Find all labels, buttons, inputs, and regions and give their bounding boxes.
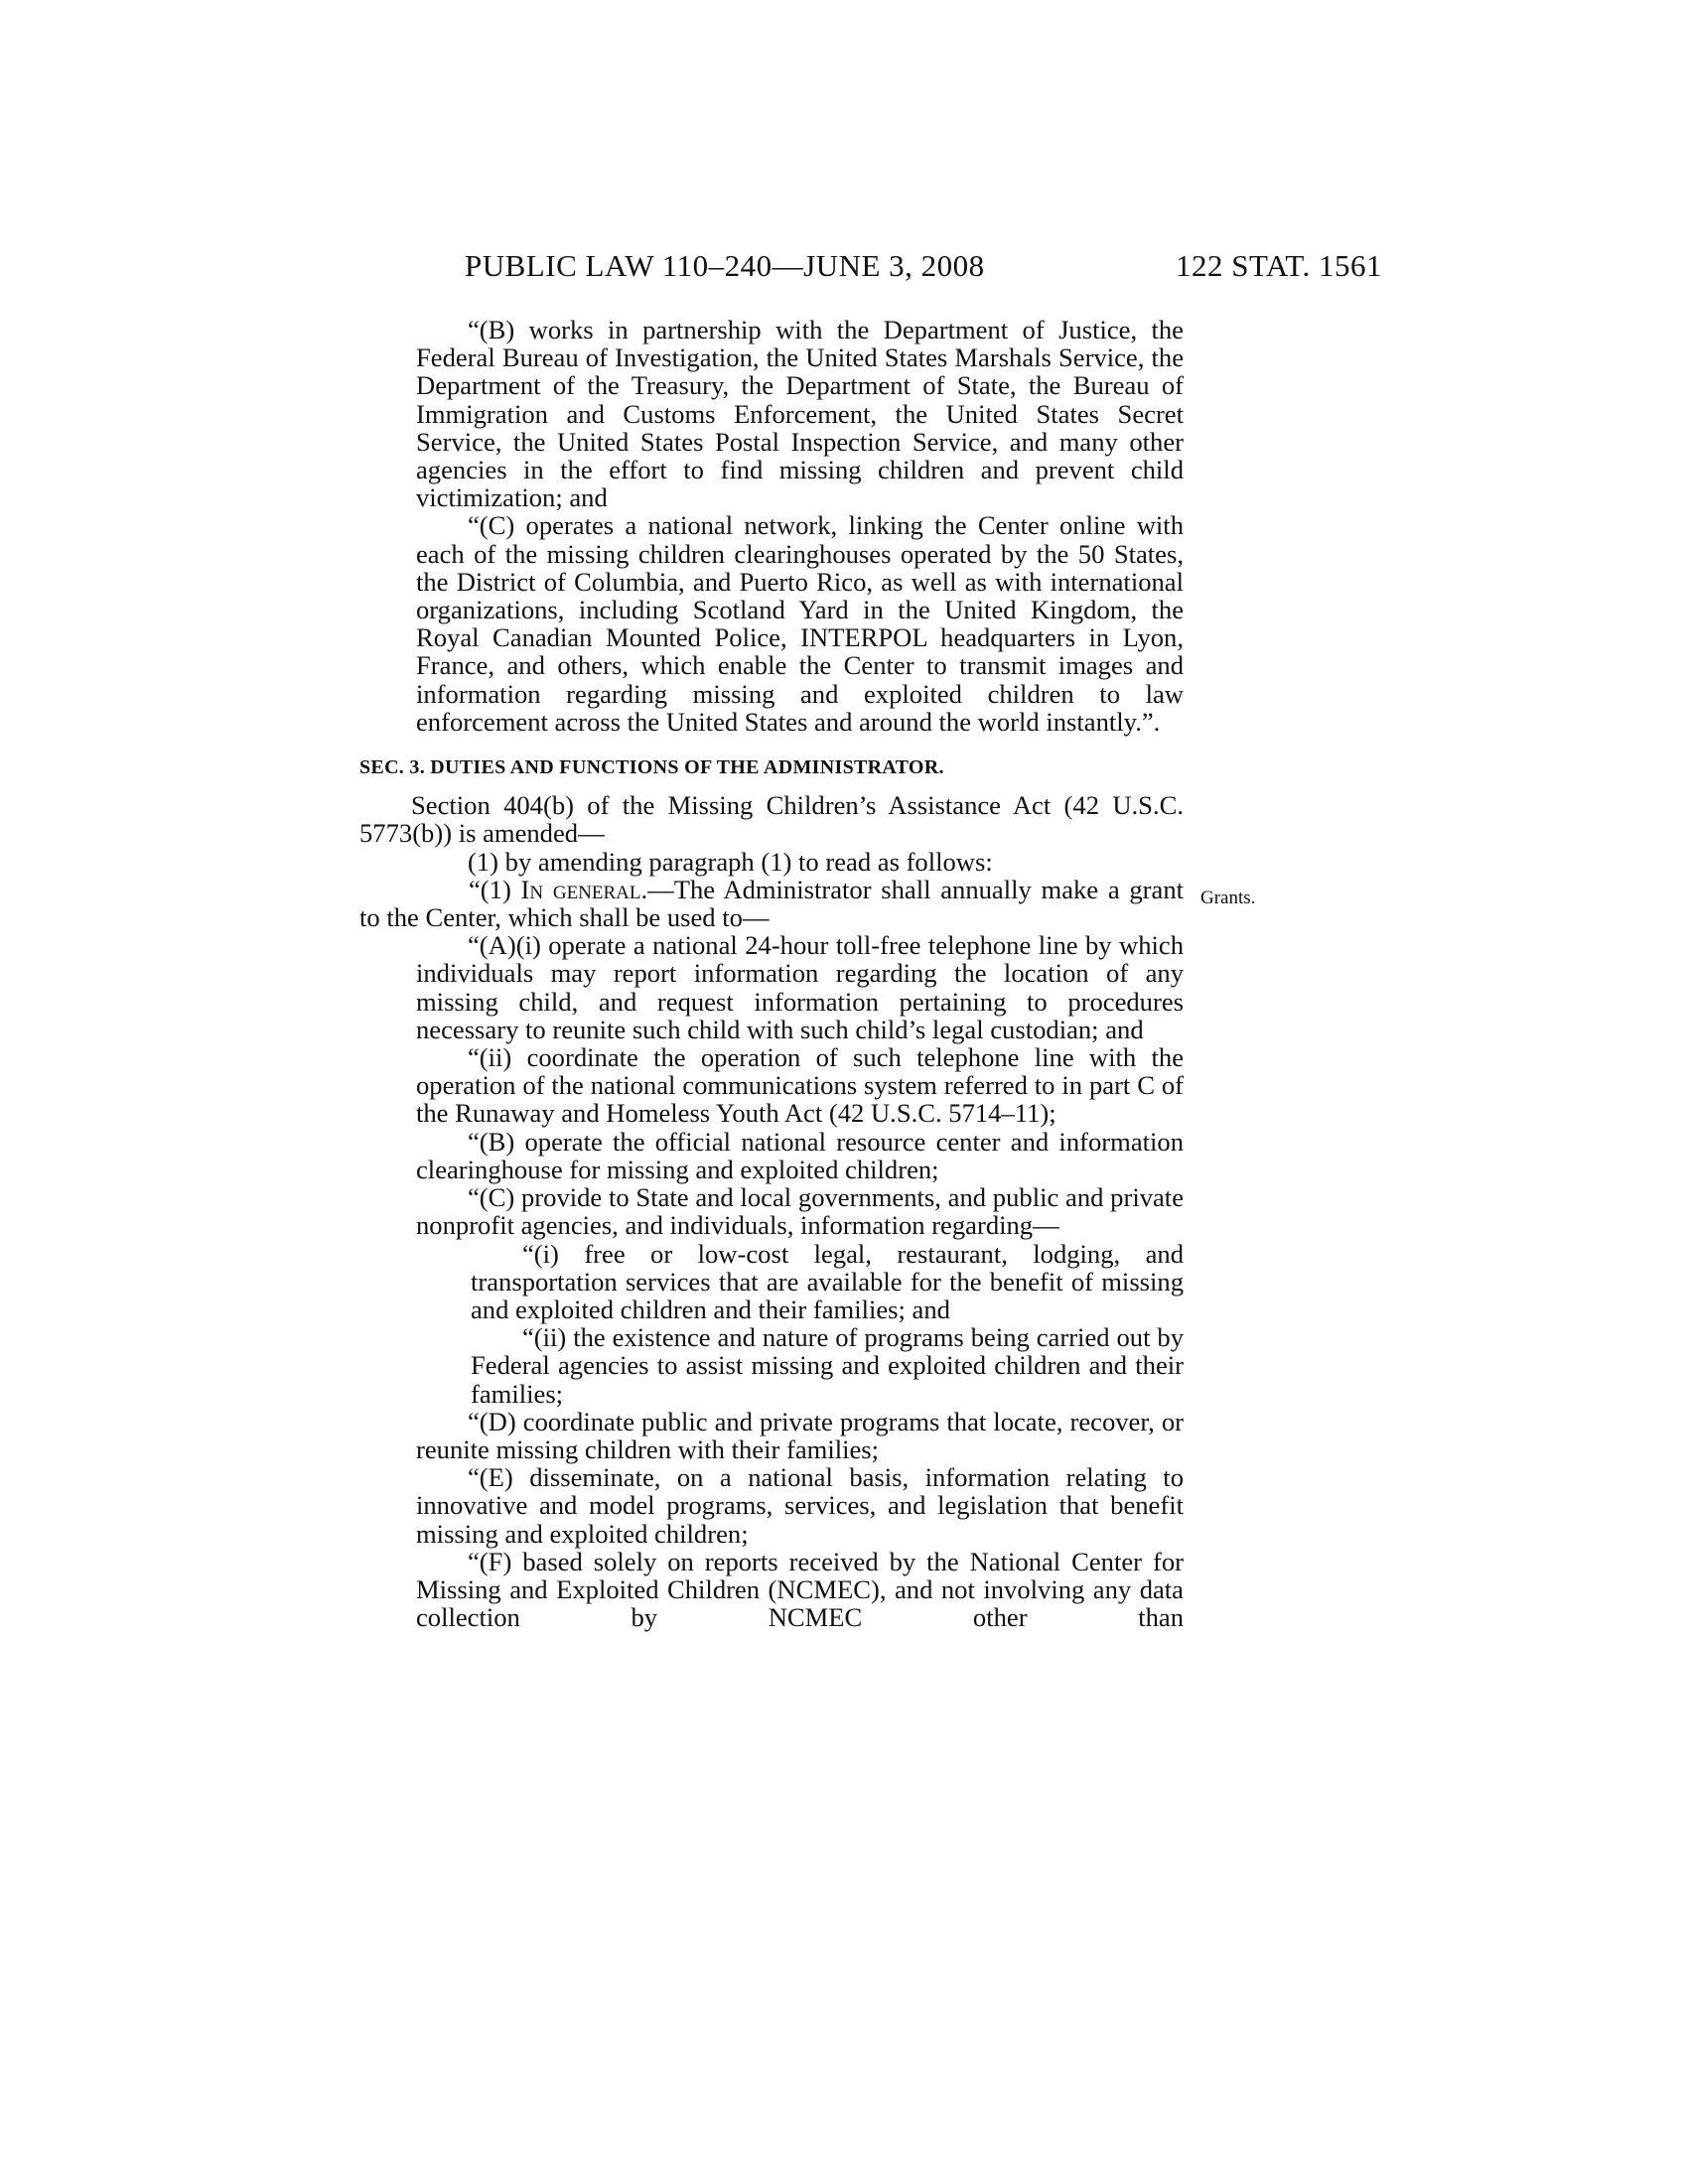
running-header <box>465 248 1382 288</box>
subparagraphs-block <box>359 931 1184 1631</box>
paragraph-c: “(C) operates a national network, linking the Center online with each of the missing children clearinghouses operated by the 50 States, the District of Columbia, and Puerto Rico, as well as with international organizations, including Scotland Yard in the United Kingdom, the Royal Canadian Mounted Police, INTERPOL headquarters in Lyon, France, and others, which enable the Center to transmit images and information regarding missing and exploited children to law enforcement across the United States and around the world instantly.”. <box>416 510 1184 737</box>
quoted-block <box>359 316 1184 736</box>
header-public-law: PUBLIC LAW 110–240—JUNE 3, 2008 <box>465 248 985 283</box>
in-general-prefix: “(1) <box>469 874 511 904</box>
subparagraph-d: “(D) coordinate public and private programs that locate, recover, or reunite missing children with their families; <box>416 1406 1184 1464</box>
in-general-heading: In general <box>520 874 641 904</box>
clause-c-i: “(i) free or low-cost legal, restaurant, lodging, and transportation services that are available for the benefit of missing and exploited children and their families; and <box>471 1238 1184 1324</box>
paragraph-b: “(B) works in partnership with the Department of Justice, the Federal Bureau of Investigation, the United States Marshals Service, the Department of the Treasury, the Department of State, the Bureau of Immigration and Customs Enforcement, the United States Secret Service, the United States Postal Inspection Service, and many other agencies in the effort to find missing children and prevent child victimization; and <box>416 315 1184 513</box>
header-stat-page: 122 STAT. 1561 <box>1175 248 1382 283</box>
margin-note-grants: Grants. <box>1200 887 1256 908</box>
subparagraph-a-ii: “(ii) coordinate the operation of such telephone line with the operation of the national communications system referred to in part C of the Runaway and Homeless Youth Act (42 U.S.C. 5714–11); <box>416 1042 1184 1129</box>
subparagraph-a-i: “(A)(i) operate a national 24-hour toll-free telephone line by which individuals may report information regarding the location of any missing child, and request information pertaining to procedures necessary to reunite such child with such child’s legal custodian; and <box>416 930 1184 1044</box>
amendment-item-1: (1) by amending paragraph (1) to read as follows: <box>468 846 993 877</box>
subparagraph-e: “(E) disseminate, on a national basis, information relating to innovative and model programs, services, and legislation that benefit missing and exploited children; <box>416 1462 1184 1549</box>
subparagraph-c: “(C) provide to State and local governments, and public and private nonprofit agencies, and individuals, information regarding— <box>416 1182 1184 1241</box>
clauses-block <box>416 1240 1184 1408</box>
in-general-text: .—The Administrator shall annually make a grant to the Center, which shall be used to— <box>359 874 1185 933</box>
clause-c-ii: “(ii) the existence and nature of programs being carried out by Federal agencies to assist missing and exploited children and their families; <box>471 1322 1184 1409</box>
subparagraph-f: “(F) based solely on reports received by the National Center for Missing and Exploited Children (NCMEC), and not involving any data collection by NCMEC other than <box>416 1546 1184 1633</box>
section-intro: Section 404(b) of the Missing Children’s Assistance Act (42 U.S.C. 5773(b)) is amended— <box>359 790 1184 849</box>
section-heading: SEC. 3. DUTIES AND FUNCTIONS OF THE ADMINISTRATOR. <box>359 756 944 779</box>
subparagraph-b: “(B) operate the official national resource center and information clearinghouse for missing and exploited children; <box>416 1126 1184 1184</box>
in-general-paragraph <box>359 876 1184 931</box>
body-text <box>359 316 1184 1631</box>
